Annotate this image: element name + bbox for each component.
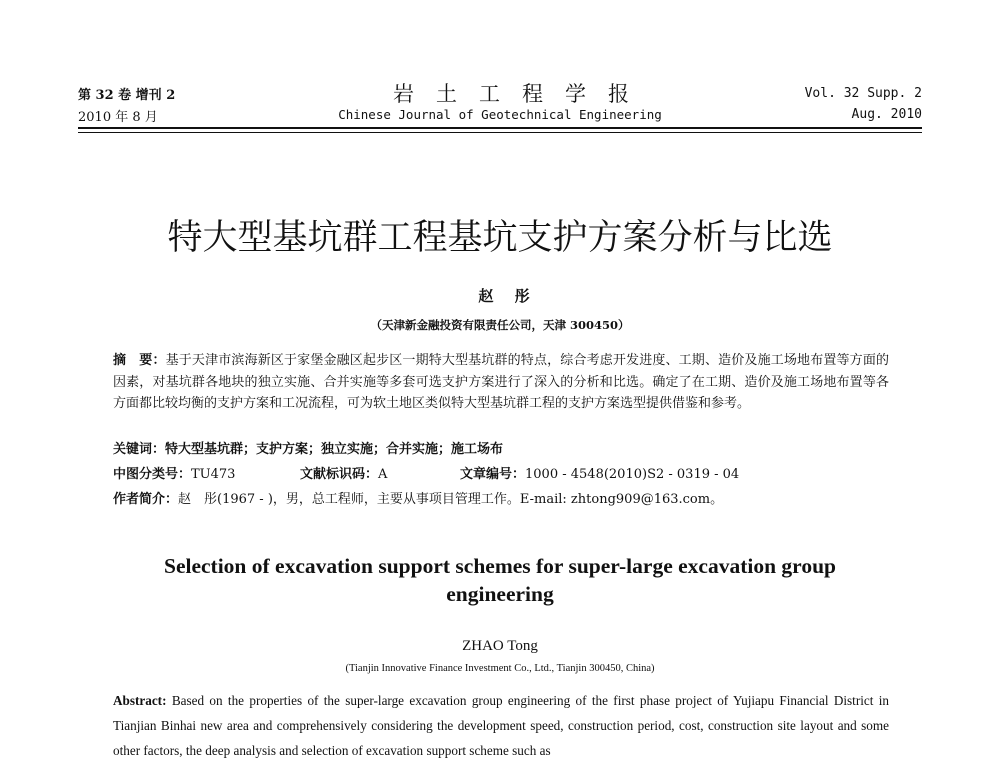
author-bio-text: 赵 彤(1967 - )，男，总工程师，主要从事项目管理工作。E-mail: zhtong909@163.com。 bbox=[178, 492, 724, 507]
paper-title-cn: 特大型基坑群工程基坑支护方案分析与比选 bbox=[167, 218, 833, 258]
keywords-row bbox=[113, 438, 503, 457]
header-rule-thin bbox=[78, 132, 922, 133]
paper-title-en-line1: Selection of excavation support schemes for super-large excavation group bbox=[163, 554, 836, 578]
header-date-en: Aug. 2010 bbox=[851, 107, 922, 122]
journal-title-en: Chinese Journal of Geotechnical Engineering bbox=[338, 107, 662, 122]
article-no-value: 1000 - 4548(2010)S2 - 0319 - 04 bbox=[525, 467, 740, 482]
abstract-cn bbox=[113, 350, 889, 415]
affiliation-en: (Tianjin Innovative Finance Investment Co., Ltd., Tianjin 300450, China) bbox=[345, 663, 655, 674]
doc-code-row bbox=[300, 463, 387, 482]
author-bio-label: 作者简介： bbox=[113, 492, 179, 507]
abstract-en bbox=[113, 688, 889, 763]
abstract-en-label: Abstract: bbox=[113, 693, 167, 708]
keywords-text: 特大型基坑群；支护方案；独立实施；合并实施；施工场布 bbox=[165, 442, 504, 457]
affiliation-cn: （天津新金融投资有限责任公司，天津 300450） bbox=[370, 318, 630, 332]
abstract-cn-label: 摘 要： bbox=[113, 353, 166, 368]
clc-row bbox=[113, 463, 235, 482]
article-no-row bbox=[460, 463, 739, 482]
abstract-cn-text: 基于天津市滨海新区于家堡金融区起步区一期特大型基坑群的特点，综合考虑开发进度、工期、造价及施工场地布置等方面的因素，对基坑群各地块的独立实施、合并实施等多套可选支护方案进行了深入的分析和比选。确定了在工期、造价及施工场地布置等各方面都比较均衡的支护方案和工况流程，可为软土地区类似特大型基坑群工程的支护方案选型提供借鉴和参考。 bbox=[113, 353, 889, 411]
header-volume-issue: 第 32 卷 增刊 2 bbox=[78, 88, 176, 103]
abstract-en-text: Based on the properties of the super-large excavation group engineering of the first phase project of Yujiapu Financial District in Tianjian Binhai new area and comprehensively considering the development speed, construction period, cost, construction site layout and some other factors, the deep analysis and selection of excavation support scheme such as bbox=[113, 693, 889, 758]
doc-code-label: 文献标识码： bbox=[300, 467, 379, 482]
author-bio-row bbox=[113, 488, 723, 507]
article-no-label: 文章编号： bbox=[460, 467, 526, 482]
header-rule-thick bbox=[78, 127, 922, 129]
header-date-cn: 2010 年 8 月 bbox=[78, 110, 158, 125]
clc-value: TU473 bbox=[191, 467, 236, 482]
author-en: ZHAO Tong bbox=[462, 638, 538, 654]
journal-title-cn: 岩土工程学报 bbox=[393, 82, 651, 106]
keywords-label: 关键词： bbox=[113, 442, 166, 457]
paper-title-en-line2: engineering bbox=[446, 582, 554, 606]
clc-label: 中图分类号： bbox=[113, 467, 192, 482]
author-cn: 赵 彤 bbox=[478, 287, 538, 305]
doc-code-value: A bbox=[378, 467, 388, 482]
header-volume-en: Vol. 32 Supp. 2 bbox=[804, 86, 922, 101]
